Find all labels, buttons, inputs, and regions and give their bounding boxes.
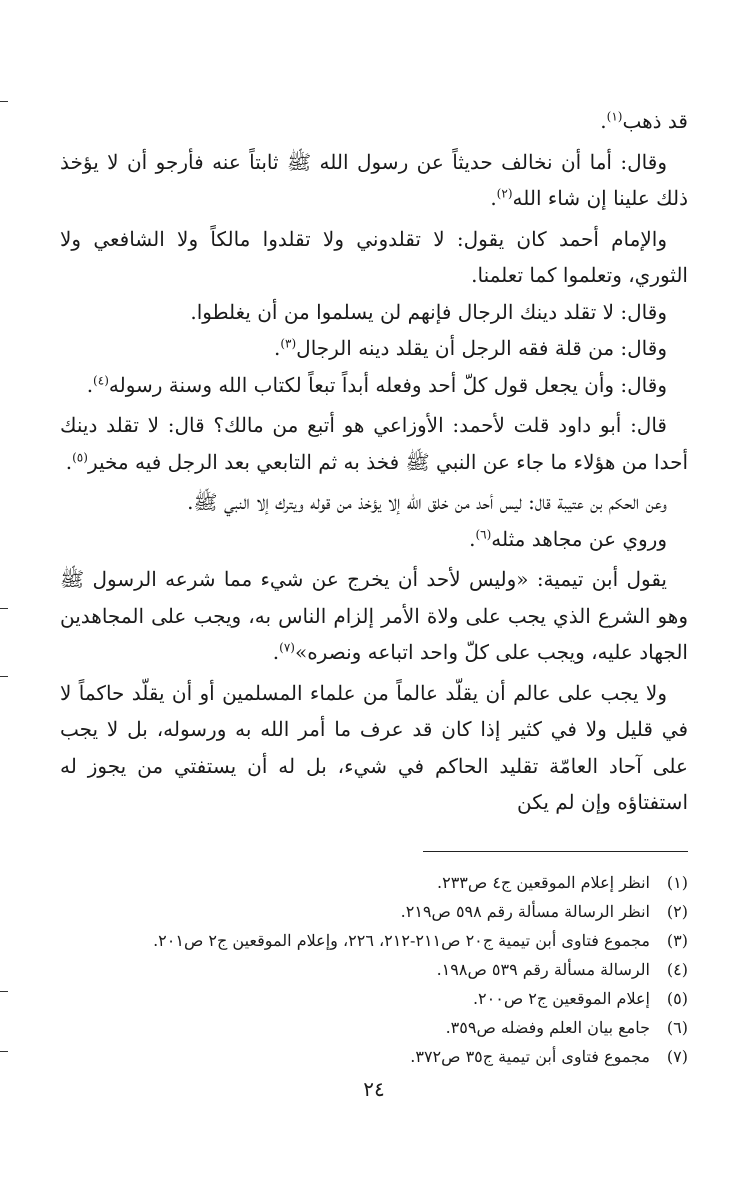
paragraph <box>60 294 688 331</box>
footnote-number: (٥) <box>666 988 688 1008</box>
footnote-number: (٢) <box>666 901 688 921</box>
footnote-number: (١) <box>666 872 688 892</box>
page-number: ٢٤ <box>363 1076 385 1101</box>
paragraph-text: ولا يجب على عالم أن يقلّد عالماً من علماء المسلمين أو أن يقلّد حاكماً لا في قليل ولا في كثير إذا كان قد عرف ما أمر الله به ورسوله، بل لا يجب على آحاد العامّة تقليد الحاكم في شيء، بل له أن يستفتي من يجوز له استفتاؤه وإن لم يكن <box>60 680 688 814</box>
footnote-item <box>60 1042 688 1071</box>
paragraph: وقال: من قلة فقه الرجل أن يقلد دينه الرجال$^{(٣)}$. <box>273 336 667 360</box>
margin-mark <box>0 676 8 677</box>
footnote-item <box>60 984 688 1013</box>
paragraph-text: يقول أبن تيمية: «وليس لأحد أن يخرج عن شيء مما شرعه الرسول ﷺ وهو الشرع الذي يجب على ولاة الأمر إلزام الناس به، ويجب على المجاهدين الجهاد عليه، ويجب على كلّ واحد اتباعه ونصره» <box>60 567 688 664</box>
book-page <box>60 103 688 1101</box>
footnote-number: (٦) <box>666 1017 688 1037</box>
paragraph: قال: أبو داود قلت لأحمد: الأوزاعي هو أتبع من مالك؟ قال: لا تقلد دينك أحدا من هؤلاء ما جاء عن النبي ﷺ فخذ به ثم التابعي بعد الرجل فيه مخير$^{(٥)}$. <box>60 413 688 474</box>
margin-mark <box>0 101 8 102</box>
footnote-item <box>60 955 688 984</box>
footnote-ref[interactable]: (٥) <box>72 449 88 464</box>
footnote-ref[interactable]: (٤) <box>93 372 109 387</box>
paragraph-text: وروي عن مجاهد مثله <box>491 526 667 551</box>
paragraph: وروي عن مجاهد مثله$^{(٦)}$. <box>469 526 667 551</box>
footnote-text: إعلام الموقعين ج٢ ص٢٠٠. <box>472 988 650 1008</box>
margin-mark <box>0 608 8 609</box>
footnote-item <box>60 897 688 926</box>
footnote-divider <box>423 851 688 852</box>
footnote-text: الرسالة مسألة رقم ٥٣٩ ص١٩٨. <box>436 959 650 979</box>
paragraph-text: قال: أبو داود قلت لأحمد: الأوزاعي هو أتبع من مالك؟ قال: لا تقلد دينك أحدا من هؤلاء ما جاء عن النبي ﷺ فخذ به ثم التابعي بعد الرجل فيه مخير <box>60 413 688 474</box>
footnote-number: (٤) <box>666 959 688 979</box>
paragraph: وقال: أما أن نخالف حديثاً عن رسول الله ﷺ ثابتاً عنه فأرجو أن لا يؤخذ ذلك علينا إن شاء الله$^{(٢)}$. <box>60 149 688 210</box>
paragraph-text: قد ذهب <box>622 109 688 133</box>
paragraph <box>60 221 688 294</box>
footnote-ref[interactable]: (٧) <box>279 640 295 655</box>
paragraph: يقول أبن تيمية: «وليس لأحد أن يخرج عن شيء مما شرعه الرسول ﷺ وهو الشرع الذي يجب على ولاة الأمر إلزام الناس به، ويجب على المجاهدين الجهاد عليه، ويجب على كلّ واحد اتباعه ونصره»$^{(٧)}$. <box>60 567 688 664</box>
paragraph: قد ذهب$^{(١)}$. <box>600 109 688 133</box>
footnote-text: مجموع فتاوى أبن تيمية ج٢٠ ص٢١١-٢١٢، ٢٢٦، وإعلام الموقعين ج٢ ص٢٠١. <box>153 930 650 950</box>
footnote-text: انظر الرسالة مسألة رقم ٥٩٨ ص٢١٩. <box>400 901 650 921</box>
footnote-ref[interactable]: (٣) <box>280 336 297 351</box>
paragraph-text: وقال: لا تقلد دينك الرجال فإنهم لن يسلموا من أن يغلطوا. <box>190 299 667 324</box>
paragraph-text: والإمام أحمد كان يقول: لا تقلدوني ولا تقلدوا مالكاً ولا الشافعي ولا الثوري، وتعلموا كما تعلمنا. <box>60 226 688 287</box>
footnote-ref[interactable]: (٢) <box>496 186 513 201</box>
paragraph-text: وعن الحكم بن عتيبة قال: ليس أحد من خلق الله إلا يؤخذ من قوله ويترك إلا النبي ﷺ. <box>187 490 667 514</box>
footnote-text: انظر إعلام الموقعين ج٤ ص٢٣٣. <box>437 872 650 892</box>
footnote-item <box>60 1013 688 1042</box>
footnote-ref[interactable]: (١) <box>606 109 623 124</box>
paragraph-text: وقال: أما أن نخالف حديثاً عن رسول الله ﷺ ثابتاً عنه فأرجو أن لا يؤخذ ذلك علينا إن شاء الله <box>60 149 688 210</box>
footnote-ref[interactable]: (٦) <box>475 526 492 541</box>
footnote-text: مجموع فتاوى أبن تيمية ج٣٥ ص٣٧٢. <box>410 1046 650 1066</box>
margin-mark <box>0 991 8 992</box>
paragraph <box>60 675 688 821</box>
footnote-text: جامع بيان العلم وفضله ص٣٥٩. <box>445 1017 650 1037</box>
footnotes <box>60 868 688 1071</box>
paragraph-text: وقال: وأن يجعل قول كلّ أحد وفعله أبداً تبعاً لكتاب الله وسنة رسوله <box>108 372 667 397</box>
footnote-number: (٣) <box>666 930 688 950</box>
footnote-item <box>60 868 688 897</box>
footnote-item <box>60 926 688 955</box>
paragraph <box>60 484 688 521</box>
paragraph: وقال: وأن يجعل قول كلّ أحد وفعله أبداً تبعاً لكتاب الله وسنة رسوله$^{(٤)}$. <box>86 372 667 397</box>
paragraph-text: وقال: من قلة فقه الرجل أن يقلد دينه الرجال <box>296 336 667 360</box>
footnote-number: (٧) <box>666 1046 688 1066</box>
margin-mark <box>0 1051 8 1052</box>
main-text <box>60 103 688 821</box>
